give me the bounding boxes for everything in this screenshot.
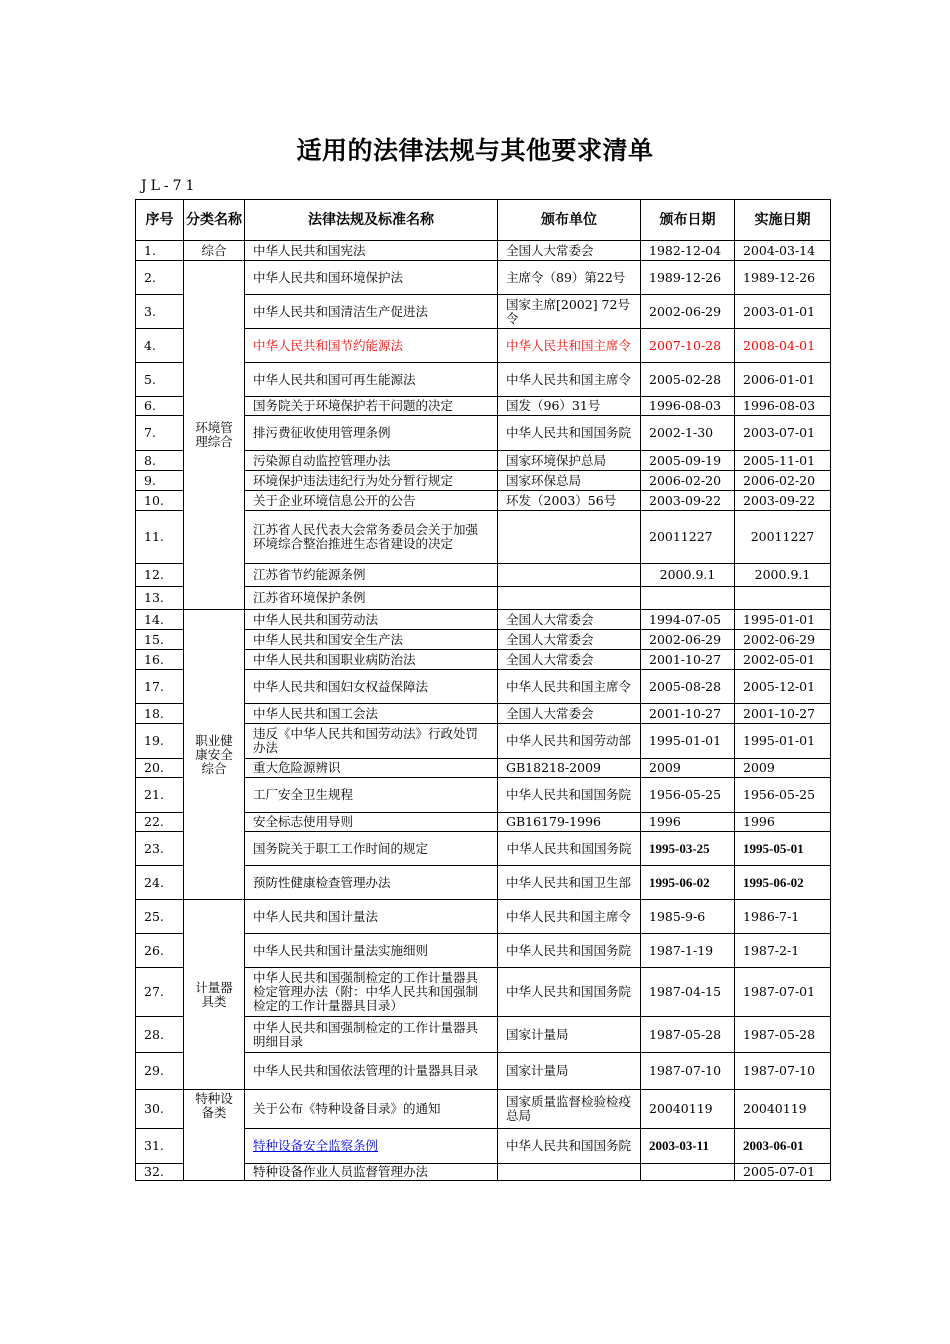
issue-date: 2005-09-19 — [641, 451, 735, 471]
regulations-table — [135, 199, 831, 1181]
header-issuer: 颁布单位 — [498, 200, 641, 241]
issuer: 主席令（89）第22号 — [498, 261, 641, 295]
law-name: 江苏省环境保护条例 — [245, 587, 498, 610]
issue-date: 1995-01-01 — [641, 724, 735, 759]
law-name: 中华人民共和国计量法实施细则 — [245, 934, 498, 968]
effective-date: 2008-04-01 — [735, 329, 831, 363]
table-row — [136, 261, 831, 295]
category-cell: 计量器具类 — [184, 900, 245, 1090]
effective-date: 1995-06-02 — [735, 866, 831, 900]
effective-date: 2005-12-01 — [735, 670, 831, 704]
issue-date: 2006-02-20 — [641, 471, 735, 491]
table-row — [136, 1090, 831, 1129]
category-cell: 职业健康安全综合 — [184, 610, 245, 900]
row-no: 25. — [136, 900, 184, 934]
issue-date: 2002-06-29 — [641, 295, 735, 329]
law-name-cell — [245, 1129, 498, 1164]
row-no: 11. — [136, 511, 184, 564]
row-no: 2. — [136, 261, 184, 295]
row-no: 20. — [136, 759, 184, 778]
header-issue-date: 颁布日期 — [641, 200, 735, 241]
effective-date: 2005-11-01 — [735, 451, 831, 471]
issuer: 中华人民共和国主席令 — [498, 900, 641, 934]
effective-date: 1996-08-03 — [735, 397, 831, 416]
issuer: 中华人民共和国主席令 — [498, 363, 641, 397]
issuer: 全国人大常委会 — [498, 241, 641, 261]
law-name: 中华人民共和国节约能源法 — [245, 329, 498, 363]
issue-date: 2005-08-28 — [641, 670, 735, 704]
effective-date: 1995-05-01 — [735, 832, 831, 866]
issue-date: 2009 — [641, 759, 735, 778]
effective-date: 1989-12-26 — [735, 261, 831, 295]
effective-date: 1995-01-01 — [735, 724, 831, 759]
issue-date: 1987-1-19 — [641, 934, 735, 968]
effective-date: 2002-06-29 — [735, 630, 831, 650]
issuer: 中华人民共和国卫生部 — [498, 866, 641, 900]
category-cell: 特种设备类 — [184, 1090, 245, 1181]
issuer: 全国人大常委会 — [498, 650, 641, 670]
table-row — [136, 610, 831, 630]
issue-date: 1994-07-05 — [641, 610, 735, 630]
law-name: 江苏省节约能源条例 — [245, 564, 498, 587]
row-no: 27. — [136, 968, 184, 1017]
issue-date: 1989-12-26 — [641, 261, 735, 295]
effective-date: 2006-02-20 — [735, 471, 831, 491]
issuer — [498, 1164, 641, 1181]
issue-date: 2000.9.1 — [641, 564, 735, 587]
issue-date: 1956-05-25 — [641, 778, 735, 813]
law-name: 中华人民共和国环境保护法 — [245, 261, 498, 295]
law-name: 特种设备作业人员监督管理办法 — [245, 1164, 498, 1181]
row-no: 24. — [136, 866, 184, 900]
row-no: 26. — [136, 934, 184, 968]
issuer: 全国人大常委会 — [498, 610, 641, 630]
effective-date: 1987-07-10 — [735, 1053, 831, 1090]
effective-date: 2004-03-14 — [735, 241, 831, 261]
effective-date: 1956-05-25 — [735, 778, 831, 813]
effective-date: 1986-7-1 — [735, 900, 831, 934]
row-no: 5. — [136, 363, 184, 397]
issuer: 中华人民共和国国务院 — [498, 832, 641, 866]
issuer: GB18218-2009 — [498, 759, 641, 778]
law-name: 中华人民共和国宪法 — [245, 241, 498, 261]
law-name: 中华人民共和国强制检定的工作计量器具检定管理办法（附：中华人民共和国强制检定的工作计量器具目录） — [245, 968, 498, 1017]
issuer: 中华人民共和国国务院 — [498, 778, 641, 813]
effective-date: 2003-06-01 — [735, 1129, 831, 1164]
row-no: 18. — [136, 704, 184, 724]
row-no: 10. — [136, 491, 184, 511]
row-no: 28. — [136, 1017, 184, 1053]
issue-date — [641, 587, 735, 610]
row-no: 6. — [136, 397, 184, 416]
row-no: 13. — [136, 587, 184, 610]
effective-date: 1987-2-1 — [735, 934, 831, 968]
issue-date: 1987-07-10 — [641, 1053, 735, 1090]
issuer: 国家计量局 — [498, 1017, 641, 1053]
law-name: 排污费征收使用管理条例 — [245, 416, 498, 451]
issuer: 国家环境保护总局 — [498, 451, 641, 471]
effective-date: 2001-10-27 — [735, 704, 831, 724]
law-name-link[interactable]: 特种设备安全监察条例 — [253, 1138, 379, 1153]
issue-date: 20011227 — [641, 511, 735, 564]
effective-date: 1987-07-01 — [735, 968, 831, 1017]
effective-date: 1996 — [735, 813, 831, 832]
effective-date: 20011227 — [735, 511, 831, 564]
issuer: 全国人大常委会 — [498, 630, 641, 650]
row-no: 30. — [136, 1090, 184, 1129]
effective-date: 2009 — [735, 759, 831, 778]
issue-date: 20040119 — [641, 1090, 735, 1129]
issuer: 国家主席[2002] 72号令 — [498, 295, 641, 329]
effective-date: 2005-07-01 — [735, 1164, 831, 1181]
issuer — [498, 511, 641, 564]
table-row — [136, 241, 831, 261]
header-name: 法律法规及标准名称 — [245, 200, 498, 241]
law-name: 中华人民共和国妇女权益保障法 — [245, 670, 498, 704]
row-no: 21. — [136, 778, 184, 813]
issuer: 环发（2003）56号 — [498, 491, 641, 511]
effective-date: 2006-01-01 — [735, 363, 831, 397]
issuer: GB16179-1996 — [498, 813, 641, 832]
row-no: 7. — [136, 416, 184, 451]
effective-date — [735, 587, 831, 610]
table-row — [136, 900, 831, 934]
category-cell: 综合 — [184, 241, 245, 261]
row-no: 14. — [136, 610, 184, 630]
effective-date: 2000.9.1 — [735, 564, 831, 587]
law-name: 违反《中华人民共和国劳动法》行政处罚办法 — [245, 724, 498, 759]
issue-date: 2003-03-11 — [641, 1129, 735, 1164]
row-no: 15. — [136, 630, 184, 650]
row-no: 1. — [136, 241, 184, 261]
law-name: 江苏省人民代表大会常务委员会关于加强环境综合整治推进生态省建设的决定 — [245, 511, 498, 564]
law-name: 工厂安全卫生规程 — [245, 778, 498, 813]
effective-date: 2003-07-01 — [735, 416, 831, 451]
row-no: 3. — [136, 295, 184, 329]
issuer: 国发（96）31号 — [498, 397, 641, 416]
issuer: 国家计量局 — [498, 1053, 641, 1090]
header-category: 分类名称 — [184, 200, 245, 241]
row-no: 29. — [136, 1053, 184, 1090]
effective-date: 20040119 — [735, 1090, 831, 1129]
header-no: 序号 — [136, 200, 184, 241]
document-title: 适用的法律法规与其他要求清单 — [296, 136, 654, 165]
issuer: 中华人民共和国劳动部 — [498, 724, 641, 759]
law-name: 污染源自动监控管理办法 — [245, 451, 498, 471]
law-name: 中华人民共和国强制检定的工作计量器具明细目录 — [245, 1017, 498, 1053]
row-no: 32. — [136, 1164, 184, 1181]
issuer: 全国人大常委会 — [498, 704, 641, 724]
issue-date: 1996-08-03 — [641, 397, 735, 416]
issue-date — [641, 1164, 735, 1181]
issuer: 中华人民共和国国务院 — [498, 968, 641, 1017]
law-name: 中华人民共和国劳动法 — [245, 610, 498, 630]
law-name: 环境保护违法违纪行为处分暂行规定 — [245, 471, 498, 491]
issue-date: 1995-06-02 — [641, 866, 735, 900]
law-name: 中华人民共和国依法管理的计量器具目录 — [245, 1053, 498, 1090]
law-name: 中华人民共和国职业病防治法 — [245, 650, 498, 670]
row-no: 4. — [136, 329, 184, 363]
law-name: 重大危险源辨识 — [245, 759, 498, 778]
law-name: 关于公布《特种设备目录》的通知 — [245, 1090, 498, 1129]
issue-date: 1995-03-25 — [641, 832, 735, 866]
row-no: 9. — [136, 471, 184, 491]
issuer: 中华人民共和国主席令 — [498, 329, 641, 363]
effective-date: 2002-05-01 — [735, 650, 831, 670]
law-name: 中华人民共和国计量法 — [245, 900, 498, 934]
issue-date: 1985-9-6 — [641, 900, 735, 934]
effective-date: 1995-01-01 — [735, 610, 831, 630]
row-no: 12. — [136, 564, 184, 587]
law-name: 关于企业环境信息公开的公告 — [245, 491, 498, 511]
row-no: 19. — [136, 724, 184, 759]
law-name: 安全标志使用导则 — [245, 813, 498, 832]
law-name: 预防性健康检查管理办法 — [245, 866, 498, 900]
table-header-row — [136, 200, 831, 241]
law-name: 中华人民共和国清洁生产促进法 — [245, 295, 498, 329]
issue-date: 1982-12-04 — [641, 241, 735, 261]
issue-date: 2005-02-28 — [641, 363, 735, 397]
issuer: 国家环保总局 — [498, 471, 641, 491]
row-no: 8. — [136, 451, 184, 471]
row-no: 16. — [136, 650, 184, 670]
issue-date: 1987-04-15 — [641, 968, 735, 1017]
category-cell: 环境管理综合 — [184, 261, 245, 610]
issue-date: 2002-1-30 — [641, 416, 735, 451]
law-name: 中华人民共和国安全生产法 — [245, 630, 498, 650]
issuer: 中华人民共和国国务院 — [498, 1129, 641, 1164]
effective-date: 1987-05-28 — [735, 1017, 831, 1053]
issuer — [498, 564, 641, 587]
issue-date: 2007-10-28 — [641, 329, 735, 363]
issue-date: 1996 — [641, 813, 735, 832]
row-no: 17. — [136, 670, 184, 704]
law-name: 国务院关于职工工作时间的规定 — [245, 832, 498, 866]
issuer: 中华人民共和国主席令 — [498, 670, 641, 704]
issue-date: 1987-05-28 — [641, 1017, 735, 1053]
row-no: 23. — [136, 832, 184, 866]
issue-date: 2001-10-27 — [641, 650, 735, 670]
effective-date: 2003-09-22 — [735, 491, 831, 511]
issue-date: 2001-10-27 — [641, 704, 735, 724]
issuer — [498, 587, 641, 610]
header-effective-date: 实施日期 — [735, 200, 831, 241]
row-no: 22. — [136, 813, 184, 832]
law-name: 国务院关于环境保护若干问题的决定 — [245, 397, 498, 416]
issuer: 中华人民共和国国务院 — [498, 934, 641, 968]
issuer: 国家质量监督检验检疫总局 — [498, 1090, 641, 1129]
document-code: JL-71 — [141, 178, 199, 194]
issue-date: 2002-06-29 — [641, 630, 735, 650]
issue-date: 2003-09-22 — [641, 491, 735, 511]
effective-date: 2003-01-01 — [735, 295, 831, 329]
law-name: 中华人民共和国可再生能源法 — [245, 363, 498, 397]
issuer: 中华人民共和国国务院 — [498, 416, 641, 451]
law-name: 中华人民共和国工会法 — [245, 704, 498, 724]
row-no: 31. — [136, 1129, 184, 1164]
